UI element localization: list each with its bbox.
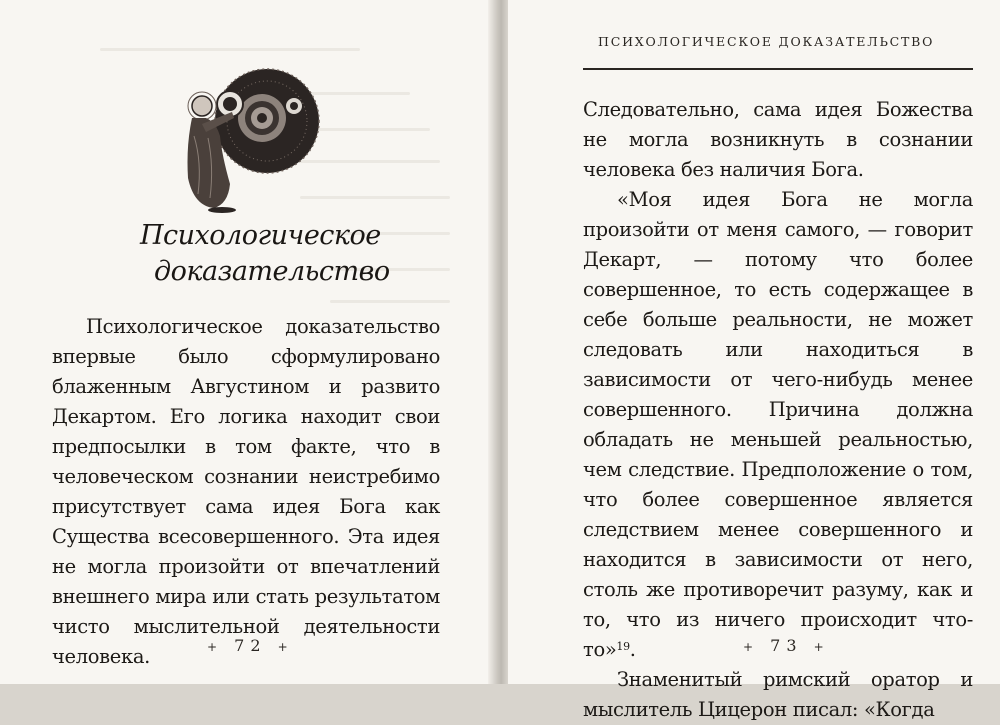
folio-ornament-icon: + bbox=[743, 640, 760, 654]
left-body-text bbox=[52, 312, 440, 672]
chapter-illustration bbox=[172, 66, 322, 216]
chapter-title bbox=[140, 218, 400, 290]
running-head: ПСИХОЛОГИЧЕСКОЕ ДОКАЗАТЕЛЬСТВО bbox=[598, 34, 935, 49]
footnote-reference: 19 bbox=[616, 640, 630, 653]
page-number-right bbox=[743, 636, 830, 655]
right-paragraph-2 bbox=[583, 185, 973, 665]
bleed-through bbox=[300, 196, 450, 199]
right-paragraph-1: Следовательно, сама идея Божества не могла возникнуть в сознании человека без наличия Бога. bbox=[583, 98, 973, 181]
chapter-title-line-2: доказательство bbox=[154, 256, 390, 287]
right-page bbox=[508, 0, 1000, 721]
bleed-through bbox=[330, 300, 450, 303]
chapter-title-line-1: Психологическое bbox=[140, 220, 381, 251]
header-rule bbox=[583, 68, 973, 70]
page-number: 73 bbox=[770, 636, 803, 655]
quote-text: «Моя идея Бога не могла произойти от меня самого, — говорит Декарт, — потому что более совершенное, то есть содержащее в себе больше реальности, не может следовать или находиться в зависимости от чего-нибудь менее совершенного. Причина должна обладать не меньшей реальностью, чем следствие. Предположение о том, что более совершенное является следствием менее совершенного и находится в зависимости от него, столь же противоречит разуму, как и то, что из ничего происходит что-то» bbox=[583, 188, 973, 661]
right-body-text bbox=[583, 95, 973, 725]
right-paragraph-3: Знаменитый римский оратор и мыслитель Цицерон писал: «Когда bbox=[583, 668, 973, 721]
page-number: 72 bbox=[234, 636, 267, 655]
bleed-through bbox=[310, 92, 410, 95]
quote-end: . bbox=[629, 638, 636, 661]
left-paragraph: Психологическое доказательство впервые было сформулировано блаженным Августином и развито Декартом. Его логика находит свои предпосылки в том факте, что в человеческом сознании неистребимо присутствует сама идея Бога как Существа всесовершенного. Эта идея не могла произойти от впечатлений внешнего мира или стать результатом чисто мыслительной деятельности человека. bbox=[52, 315, 440, 668]
folio-ornament-icon: + bbox=[277, 640, 294, 654]
bleed-through bbox=[100, 48, 360, 51]
folio-ornament-icon: + bbox=[813, 640, 830, 654]
bleed-through bbox=[310, 128, 430, 131]
left-page bbox=[0, 0, 492, 684]
folio-ornament-icon: + bbox=[207, 640, 224, 654]
page-number-left bbox=[207, 636, 294, 655]
